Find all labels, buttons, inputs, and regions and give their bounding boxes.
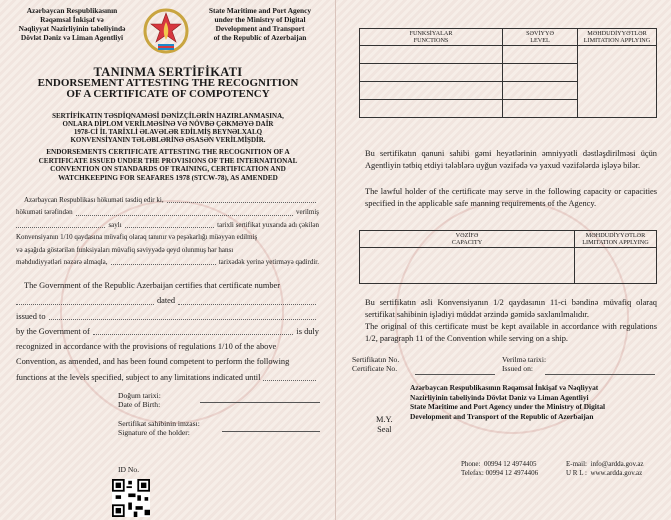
capacity-table [359, 230, 657, 284]
issued-on-label: Verilmə tarixi: Issued on: [502, 355, 547, 373]
col-capacity: VƏZİFƏ CAPACITY [360, 231, 575, 248]
id-label: ID No. [118, 465, 140, 474]
seal-label: M.Y. Seal [376, 415, 393, 434]
para-en-1: The lawful holder of the certificate may serve in the following capacity or capacities specified in the applicable safe manning requirements of the Agency. [365, 187, 657, 208]
para-en-2: The original of this certificate must be kept available in accordance with regulations 1/2, paragraph 11 of the Convention while serving on a ship. [365, 322, 657, 343]
para-az-1: Bu sertifikatın qanuni sahibi gəmi heyətlərinin əmniyyətli dəstləşdirilməsi üçün Agentliyin tətbiq etdiyi tələblərə uyğun vəzifədə və yaxud vəzifələrdə işləyə bilər. [365, 149, 657, 170]
dob-line [200, 402, 320, 403]
certificate-title: TANINMA SERTİFİKATI [93, 65, 243, 79]
functions-table [359, 28, 657, 118]
issued-on-line [545, 374, 655, 375]
page-fold [335, 0, 336, 520]
table-row [360, 248, 657, 284]
contact-left: Phone: 00994 12 4974405 Telefax: 00994 12 4974406 [461, 460, 539, 477]
para-az-2: Bu sertifikatın əsli Konvensiyanın 1/2 qaydasının 11-ci bəndinə müvafiq olaraq sertifikat sahibinin işlədiyi müddət ərzində gəmidə saxlanılmalıdır. [365, 298, 657, 319]
contact-right: E-mail: info@ardda.gov.az U R L : www.ardda.gov.az [566, 460, 644, 477]
state-emblem-icon [143, 6, 189, 56]
az-body: Azərbaycan Respublikası hökuməti təsdiq edir ki, hökuməti tərəfindən verilmiş saylı tarixli sertifikat yuxarıda adı çəkilən Konvensiyanın 1/10 qaydasına müvafiq olaraq tanınır və peşəkarlığı müəyyən edilmiş və aşağıda göstərilən funksiyaları müvafiq səviyyədə qeyd olunmuş hər hansı məhdudiyyətləri nəzərə almaqla, tarixədək yerinə yetirməyə qadirdir. [16, 196, 319, 267]
header-left: Azərbaycan Respublikasının Rəqəmsal İnkişaf və Nəqliyyat Nazirliyinin tabeliyində Dövlət Dəniz və Liman Agentliyi [18, 6, 126, 42]
col-level: SƏVİYYƏ LEVEL [503, 29, 578, 46]
certificate-no-line [415, 374, 495, 375]
en-description: ENDORSEMENTS CERTIFICATE ATTESTING THE RECOGNITION OF A CERTIFICATE ISSUED UNDER THE PROVISIONS OF THE INTERNATIONAL CONVENTION ON STANDARDS OF TRAINING, CERTIFICATION AND WATCHKEEPING FOR SEAFARES 1978 (STCW-78), AS AMENDED [38, 148, 298, 182]
col-limitations-2: MƏHDUDİYYƏTLƏR LIMITATION APPLYING [575, 231, 657, 248]
certificate-no-label: Sertifikatın No. Certificate No. [352, 355, 400, 373]
certificate-subtitle: ENDORSEMENT ATTESTING THE RECOGNITION OF A CERTIFICATE OF COMPOTENCY [37, 77, 299, 100]
agency-block: Azərbaycan Respublikasının Rəqəmsal İnkişaf və Nəqliyyat Nazirliyinin tabeliyində Dövlət Dəniz və Liman Agentliyi State Maritime and Port Agency under the Ministry of Digital Development and Transport of the Republic of Azerbaijan [410, 383, 606, 421]
col-limitations: MƏHDUDİYYƏTLƏR LIMITATION APPLYING [578, 29, 657, 46]
col-functions: FUNKSİYALAR FUNCTIONS [360, 29, 503, 46]
qr-code-icon [112, 479, 150, 517]
table-row [360, 46, 657, 64]
signature-label: Sertifikat sahibinin imzası: Signature of the holder: [118, 419, 200, 437]
en-body: The Government of the Republic Azerbaijan certifies that certificate number dated issued to by the Government of is duly recognized in accordance with the provisions of regulations 1/10 of the above Convention, as amended, and has been found competent to perform the following functions at the levels specified, subject to any limitations indicated until [16, 281, 319, 382]
header-right: State Maritime and Port Agency under the Ministry of Digital Development and Transport of the Republic of Azerbaijan [208, 6, 312, 42]
signature-line [222, 431, 320, 432]
dob-label: Doğum tarixi: Date of Birth: [118, 391, 161, 409]
az-description: SERTİFİKATIN TƏSDİQNAMƏSİ DƏNİZÇİLƏRİN HAZIRLANMASINA, ONLARA DİPLOM VERİLMƏSİNƏ VƏ NÖVBƏ ÇƏKMƏYƏ DAİR 1978-Cİ İL TARİXLİ ƏLAVƏLƏR EDİLMİŞ BEYNƏLXALQ KONVENSİYANIN TƏLƏBLƏRİNƏ ƏSASƏN VERİLMİŞDİR. [52, 112, 284, 144]
